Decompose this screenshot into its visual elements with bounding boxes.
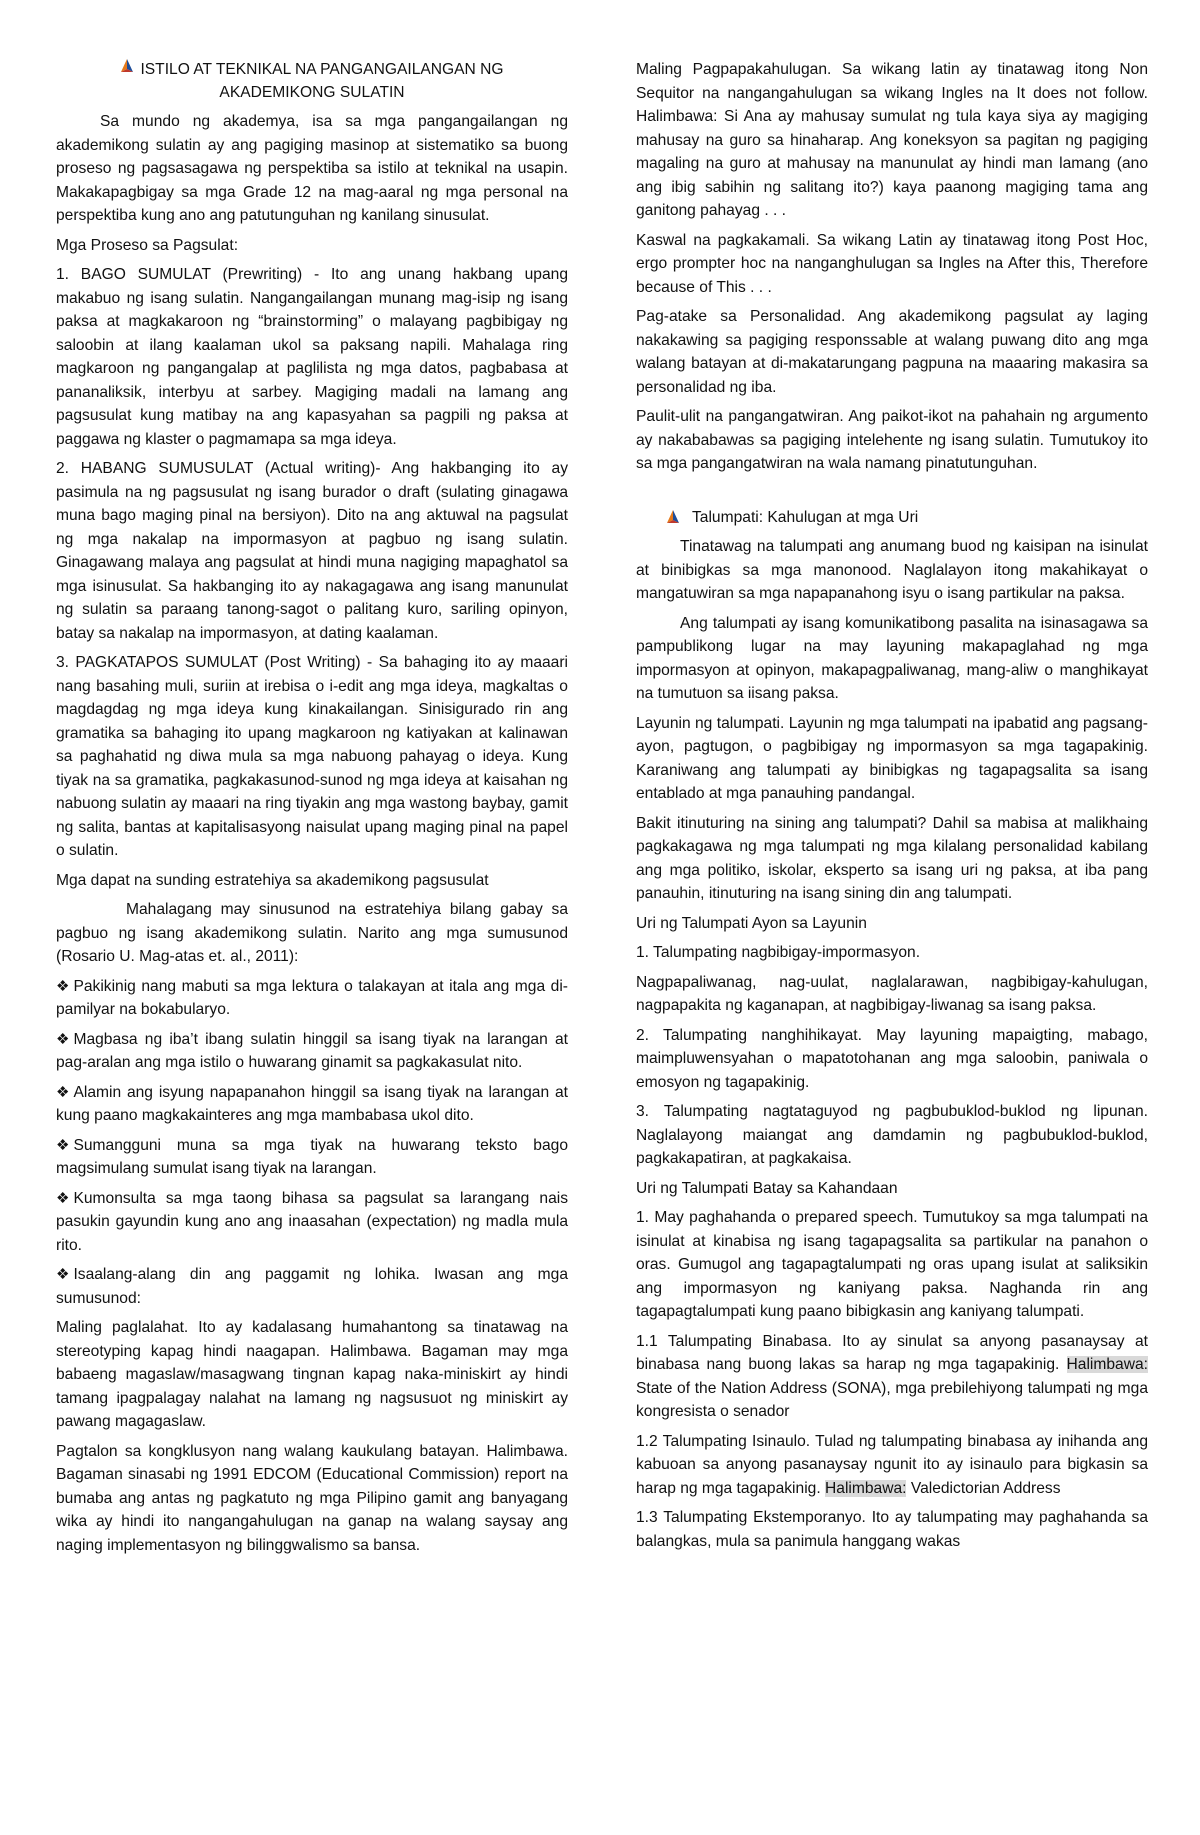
fallacy-paulit-ulit: Paulit-ulit na pangangatwiran. Ang paikot-ikot na pahahain ng argumento ay nakababawas sa pagiging intelehente ng isang sulatin. Tumutukoy ito sa mga pangangatwiran na wala namang pinatutunguhan. [636, 408, 1148, 472]
halimbawa-label: Halimbawa: [1066, 1356, 1148, 1373]
triangle-bullet-icon [120, 58, 134, 74]
uri-1-text: Nagpapaliwanag, nag-uulat, naglalarawan, nagbibigay-kahulugan, nagpapakita ng kaganapan, at nagbibigay-liwanag sa isang paksa. [636, 973, 1148, 1014]
title-line-2: AKADEMIKONG SULATIN [219, 84, 405, 101]
strategy-item-5 [56, 1187, 568, 1258]
strategy-item-2 [56, 1028, 568, 1075]
fallacy-maling-pagpapakahulugan: Maling Pagpapakahulugan. Sa wikang latin ay tinatawag itong Non Sequitor na nangangahulugan sa wikang Ingles na It does not follow. Halimbawa: Si Ana ay mahusay sumulat ng tula kaya siya ay magiging mahusay na guro sa hinaharap. Ang koneksyon sa pagitan ng pagiging magaling na guro at mahusay na manunulat ay hindi man lamang (ano ang ibig sabihin ng salitang ito?) kaya paanong magiging tama ang ganitong pahayag . . . [636, 61, 1148, 219]
uri-3: 3. Talumpating nagtataguyod ng pagbubuklod-buklod ng lipunan. Naglalayong maiangat ang damdamin ng pagbubuklod-buklod, pagkakapatiran, at pagkakaisa. [636, 1103, 1148, 1167]
layunin-ng-talumpati: Layunin ng talumpati. Layunin ng mga talumpati na ipabatid ang pagsang-ayon, pagtugon, o pagbibigay ng impormasyon sa mga tagapakinig. Karaniwang ang talumpati ay binibigkas ng tagapagsalita sa isang entablado at mga panauhing pandangal. [636, 714, 1148, 802]
kahandaan-1-1 [636, 1330, 1148, 1424]
intro-paragraph: Sa mundo ng akademya, isa sa mga pangangailangan ng akademikong sulatin ay ang pagiging masinop at sistematiko sa buong proseso ng pagsasagawa ng perspektiba sa istilo at teknikal na usapin. Makakapagbigay sa mga Grade 12 na mag-aaral ng mga personal na perspektiba kung ano ang patutunguhan ng kanilang sinusulat. [56, 113, 568, 224]
bakit-sining: Bakit itinuturing na sining ang talumpati? Dahil sa mabisa at malikhaing pagkakagawa ng mga talumpati ng mga kilalang personalidad kabilang ang mga politiko, iskolar, eksperto sa isang uri ng paksa, at iba pang panauhin, itinuturing na isang sining din ang talumpati. [636, 814, 1148, 902]
strategy-text: Sumangguni muna sa mga tiyak na huwarang teksto bago magsimulang sumulat isang tiyak na larangan. [56, 1136, 568, 1177]
fallacy-kaswal-na-pagkakamali: Kaswal na pagkakamali. Sa wikang Latin ay tinatawag itong Post Hoc, ergo prompter hoc na nanganghulugan sa Ingles na After this, Therefore because of This . . . [636, 231, 1148, 296]
strategy-text: Alamin ang isyung napapanahon hinggil sa isang tiyak na larangan at kung paano magkakainteres ang mga mambabasa ukol dito. [56, 1083, 568, 1124]
diamond-bullet-icon: ❖ [56, 1030, 70, 1048]
binabasa-example: State of the Nation Address (SONA), mga prebilehiyong talumpati ng mga kongresista o senador [636, 1379, 1148, 1420]
uri-layunin-heading: Uri ng Talumpati Ayon sa Layunin [636, 914, 867, 932]
strategy-item-3 [56, 1081, 568, 1128]
fallacy-maling-paglalahat: Maling paglalahat. Ito ay kadalasang humahantong sa tinatawag na stereotyping kapag hindi naagapan. Halimbawa. Bagaman may mga babaeng magaslaw/masagwang tingnan kapag naka-miniskirt ay hindi tamang ipagpalagay nalahat na lamang ng nagsusuot ng miniskirt ay pawang magagaslaw. [56, 1319, 568, 1430]
left-column [56, 58, 568, 1563]
uri-kahandaan-heading: Uri ng Talumpati Batay sa Kahandaan [636, 1179, 898, 1197]
binabasa-text: 1.1 Talumpating Binabasa. Ito ay sinulat sa anyong pasanaysay at binabasa nang buong lakas sa harap ng mga tagapakinig. [636, 1332, 1148, 1373]
strategy-text: Kumonsulta sa mga taong bihasa sa pagsulat sa larangang nais pasukin gayundin kung ano ang inaasahan (expectation) ng madla mula rito. [56, 1189, 568, 1254]
document-title [56, 58, 568, 104]
talumpati-komunikatibo: Ang talumpati ay isang komunikatibong pasalita na isinasagawa sa pampublikong lugar na may layuning makapaglahad ng mga impormasyon at opinyon, makapagpaliwanag, mang-aliw o manghikayat na tumutuon sa iisang paksa. [636, 614, 1148, 702]
diamond-bullet-icon: ❖ [56, 1136, 70, 1154]
diamond-bullet-icon: ❖ [56, 1083, 70, 1101]
strategy-item-1 [56, 975, 568, 1022]
fallacy-pagtalon-sa-kongklusyon: Pagtalon sa kongklusyon nang walang kaukulang batayan. Halimbawa. Bagaman sinasabi ng 1991 EDCOM (Educational Commission) report na bumaba ang antas ng pagkatuto ng mga Pilipino gamit ang banyagang wika ay hindi ito nangangahulugan na ganap na walang saysay ang naging implementasyon ng bilinggwalismo sa bansa. [56, 1442, 568, 1554]
right-column [636, 58, 1148, 1559]
triangle-bullet-icon [666, 509, 680, 525]
strategy-item-6 [56, 1263, 568, 1310]
strategy-item-4 [56, 1134, 568, 1181]
proseso-heading: Mga Proseso sa Pagsulat: [56, 236, 239, 254]
halimbawa-label: Halimbawa: [825, 1479, 907, 1497]
step-prewriting: 1. BAGO SUMULAT (Prewriting) - Ito ang unang hakbang upang makabuo ng isang sulatin. Nangangailangan munang mag-isip ng isang paksa at magkakaroon ng “brainstorming” o malayang pagbibigay ng saloobin at ilang kaalaman ukol sa paksang napili. Mahalaga ring magkaroon ng pangangalap at paglilista ng mga datos, pagbabasa at pananaliksik, interbyu at sarbey. Magiging madali na lamang ang pagsusulat kung matibay na ang kapasyahan sa pagpili ng paksa at paggawa ng klaster o pagmamapa sa mga ideya. [56, 266, 568, 448]
strategy-text: Pakikinig nang mabuti sa mga lektura o talakayan at itala ang mga di-pamilyar na bokabularyo. [56, 977, 568, 1018]
isinaulo-example: Valedictorian Address [910, 1479, 1061, 1497]
strategy-text: Isaalang-alang din ang paggamit ng lohika. Iwasan ang mga sumusunod: [56, 1266, 568, 1307]
title-line-1: ISTILO AT TEKNIKAL NA PANGANGAILANGAN NG [140, 61, 504, 78]
step-actual-writing: 2. HABANG SUMUSULAT (Actual writing)- Ang hakbanging ito ay pasimula na ng pagsusulat ng isang burador o draft (sulating ginagawa muna bago maging pinal na bersiyon). Dito na ang aktuwal na pagsulat ng mga nakalap na impormasyon at pagbuo ng isang sulatin. Ginagawang malaya ang pagsulat at hindi muna nagiging mapaghatol sa mga isinusulat. Sa hakbanging ito ay nakagagawa ang isang manunulat ng sulatin sa paraang tanong-sagot o palitang kuro, sariling opinyon, batay sa nakalap na impormasyon, at dating kaalaman. [56, 460, 568, 642]
estratehiya-intro: Mahalagang may sinusunod na estratehiya bilang gabay sa pagbuo ng isang akademikong sulatin. Narito ang mga sumusunod (Rosario U. Mag-atas et. al., 2011): [56, 901, 568, 965]
kahandaan-1-2 [636, 1430, 1148, 1501]
diamond-bullet-icon: ❖ [56, 977, 70, 995]
talumpati-definition: Tinatawag na talumpati ang anumang buod ng kaisipan na isinulat at binibigkas sa mga manonood. Naglalayon itong makahikayat o mangatuwiran sa mga napapanahong isyu o isang partikular na paksa. [636, 538, 1148, 602]
diamond-bullet-icon: ❖ [56, 1266, 70, 1283]
isinaulo-text: 1.2 Talumpating Isinaulo. Tulad ng talumpating binabasa ay inihanda ang kabuoan sa anyong pasanaysay ngunit ito ay isinaulo para bigkasin sa harap ng mga tagapakinig. [636, 1432, 1148, 1497]
diamond-bullet-icon: ❖ [56, 1189, 70, 1207]
estratehiya-heading: Mga dapat na sunding estratehiya sa akademikong pagsusulat [56, 871, 489, 889]
fallacy-pag-atake-sa-personalidad: Pag-atake sa Personalidad. Ang akademikong pagsulat ay laging nakakawing sa pagiging responssable at walang puwang dito ang mga walang batayan at di-makatarungang pagpuna na maaaring makasira sa personalidad ng iba. [636, 308, 1148, 396]
step-post-writing: 3. PAGKATAPOS SUMULAT (Post Writing) - Sa bahaging ito ay maaari nang basahing muli, suriin at irebisa o i-edit ang mga ideya, magkaltas o magdagdag ng mga ideya kung kinakailangan. Sinisigurado rin ang gramatika sa bahaging ito upang magkaroon ng katiyakan at kalinawan sa paghahatid ng diwa mula sa mga nabuong pahayag o ideya. Kung tiyak na sa gramatika, pagkakasunod-sunod ng mga ideya at kaisahan ng nabuong sulatin ay maaari na ring tiyakin ang mga wastong baybay, gamit ng salita, bantas at kapitalisasyong naisulat upang maging pinal na papel o sulatin. [56, 654, 568, 859]
talumpati-heading-text: Talumpati: Kahulugan at mga Uri [692, 508, 919, 526]
kahandaan-1-3: 1.3 Talumpating Ekstemporanyo. Ito ay talumpating may paghahanda sa balangkas, mula sa panimula hanggang wakas [636, 1509, 1148, 1550]
kahandaan-1: 1. May paghahanda o prepared speech. Tumutukoy sa mga talumpati na isinulat at kinabisa ng isang tagapagsalita sa partikular na panahon o oras. Gumugol ang tagapagtalumpati ng oras upang isulat at saliksikin ang impormasyon ng kaniyang paksa. Naghanda rin ang tagapagtalumpati kung paano bibigkasin ang kaniyang talumpati. [636, 1209, 1148, 1320]
uri-2: 2. Talumpating nanghihikayat. May layuning mapaigting, mabago, maimpluwensyahan o mapatotohanan ang mga saloobin, paniwala o emosyon ng tagapakinig. [636, 1026, 1148, 1091]
uri-1-title: 1. Talumpating nagbibigay-impormasyon. [636, 944, 921, 961]
talumpati-heading [666, 506, 1148, 530]
strategy-text: Magbasa ng iba’t ibang sulatin hinggil sa isang tiyak na larangan at pag-aralan ang mga istilo o huwarang ginamit sa pagkakasulat nito. [56, 1030, 568, 1071]
